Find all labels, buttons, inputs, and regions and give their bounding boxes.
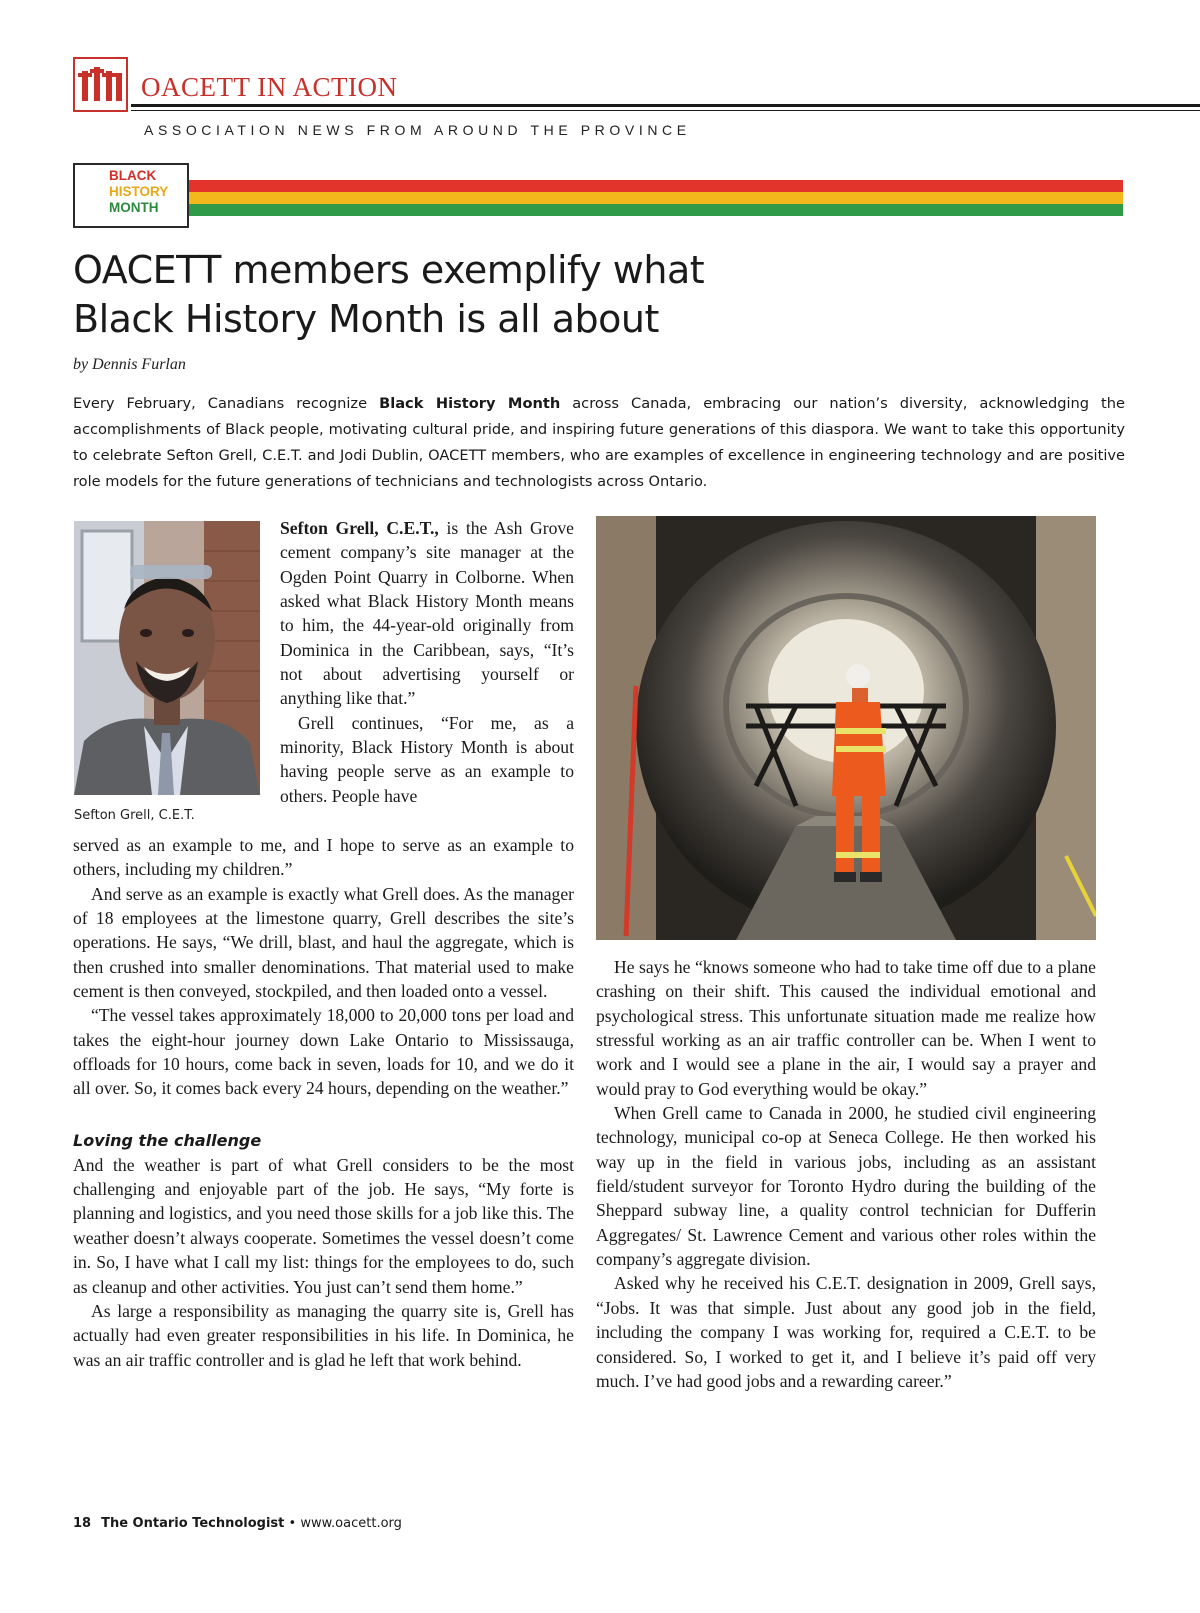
portrait-photo — [74, 521, 260, 795]
column-1-bottom — [73, 833, 574, 1372]
paragraph-6: As large a responsibility as managing the quarry site is, Grell has actually had even greater responsibilities in his life. In Dominica, he was an air traffic controller and is glad he left that work behind. — [73, 1300, 574, 1370]
website-link[interactable]: www.oacett.org — [300, 1516, 402, 1531]
section-subtitle: ASSOCIATION NEWS FROM AROUND THE PROVINCE — [144, 122, 691, 138]
paragraph-3: And serve as an example is exactly what Grell does. As the manager of 18 employees at the limestone quarry, Grell describes the site’s operations. He says, “We drill, blast, and haul the aggregate, which is then crushed into smaller denominations. That material used to make cement is then conveyed, stockpiled, and then loaded onto a vessel. — [73, 883, 574, 1002]
page-number: 18 — [73, 1516, 92, 1531]
footer-separator: • — [288, 1516, 297, 1531]
intro-text-end: across Canada, embracing our nation’s diversity, acknowledging the accomplishments of Black people, motivating cultural pride, and inspiring future generations of this diaspora. We want to take this opportunity to celebrate Sefton Grell, C.E.T. and Jodi Dublin, OACETT members, who are examples of excellence in engineering technology and are positive role models for the future generations of technicians and technologists across Ontario. — [73, 395, 1126, 490]
stripe-green — [73, 204, 1123, 216]
header-rule — [131, 104, 1200, 107]
stripe-red — [73, 180, 1123, 192]
paragraph-7: He says he “knows someone who had to take time off due to a plane crashing on their shift. This caused the individual emotional and psychological stress. This unfortunate situation made me realize how stressful working as an air traffic controller can be. When I went to work and I would see a plane in the air, I would say a prayer and would pray to God everything would be okay.” — [596, 957, 1096, 1099]
paragraph-5: And the weather is part of what Grell considers to be the most challenging and enjoyable part of the job. He says, “My forte is planning and logistics, and you need those skills for a job like this. The weather doesn’t always cooperate. Sometimes the vessel doesn’t come in. So, I have what I call my list: things for the employees to do, such as cleanup and other activities. You just can’t send them home.” — [73, 1154, 574, 1297]
badge-line-black: BLACK — [109, 168, 157, 183]
tunnel-photo — [596, 516, 1096, 940]
article-headline — [73, 246, 973, 344]
page-footer — [73, 1516, 402, 1531]
portrait-caption: Sefton Grell, C.E.T. — [74, 808, 195, 823]
stripe-yellow — [73, 192, 1123, 204]
headline-line-2: Black History Month is all about — [73, 297, 659, 341]
intro-text-start: Every February, Canadians recognize — [73, 395, 380, 412]
byline: by Dennis Furlan — [73, 356, 186, 373]
intro-paragraph — [73, 391, 1125, 495]
intro-text-bold: Black History Month — [379, 395, 561, 412]
paragraph-9: Asked why he received his C.E.T. designation in 2009, Grell says, “Jobs. It was that simple. Just about any good job in the field, including the company I was working for, required a C.E.T. to be considered. So, I worked to get it, and I believe it’s paid off very much. I’ve had good jobs and a rewarding career.” — [596, 1273, 1096, 1391]
paragraph-4: “The vessel takes approximately 18,000 to 20,000 tons per load and takes the eight-hour journey down Lake Ontario to Mississauga, offloads for 10 hours, come back in seven, loads for 10, and we do it all over. So, it comes back every 24 hours, depending on the weather.” — [73, 1005, 574, 1099]
subject-name: Sefton Grell, C.E.T., — [280, 518, 439, 538]
oacett-logo-icon — [73, 57, 128, 112]
black-history-month-badge — [73, 163, 189, 228]
column-2 — [596, 955, 1096, 1393]
paragraph-1 — [280, 516, 574, 711]
badge-line-month: MONTH — [109, 200, 159, 215]
badge-line-history: HISTORY — [109, 184, 169, 199]
paragraph-2: Grell continues, “For me, as a minority, Black History Month is about having people serve as an example to others. People have — [280, 712, 574, 806]
header-rule-thin — [131, 110, 1200, 111]
paragraph-8: When Grell came to Canada in 2000, he studied civil engineering technology, municipal co-op at Seneca College. He then worked his way up in the field in various jobs, including as an assistant field/student surveyor for Toronto Hydro during the building of the Sheppard subway line, a quality control technician for Dufferin Aggregates/ St. Lawrence Cement and various other roles within the company’s aggregate division. — [596, 1103, 1096, 1270]
headline-line-1: OACETT members exemplify what — [73, 248, 705, 292]
column-1-top — [280, 516, 574, 808]
paragraph-1-text: is the Ash Grove cement company’s site manager at the Ogden Point Quarry in Colborne. When asked what Black History Month means to him, the 44-year-old originally from Dominica in the Caribbean, says, “It’s not about advertising yourself or anything like that.” — [280, 518, 574, 709]
magazine-title: The Ontario Technologist — [101, 1516, 285, 1531]
section-title: OACETT IN ACTION — [141, 72, 398, 102]
subheading: Loving the challenge — [73, 1130, 262, 1150]
paragraph-2-continued: served as an example to me, and I hope to serve as an example to others, including my children.” — [73, 835, 574, 880]
